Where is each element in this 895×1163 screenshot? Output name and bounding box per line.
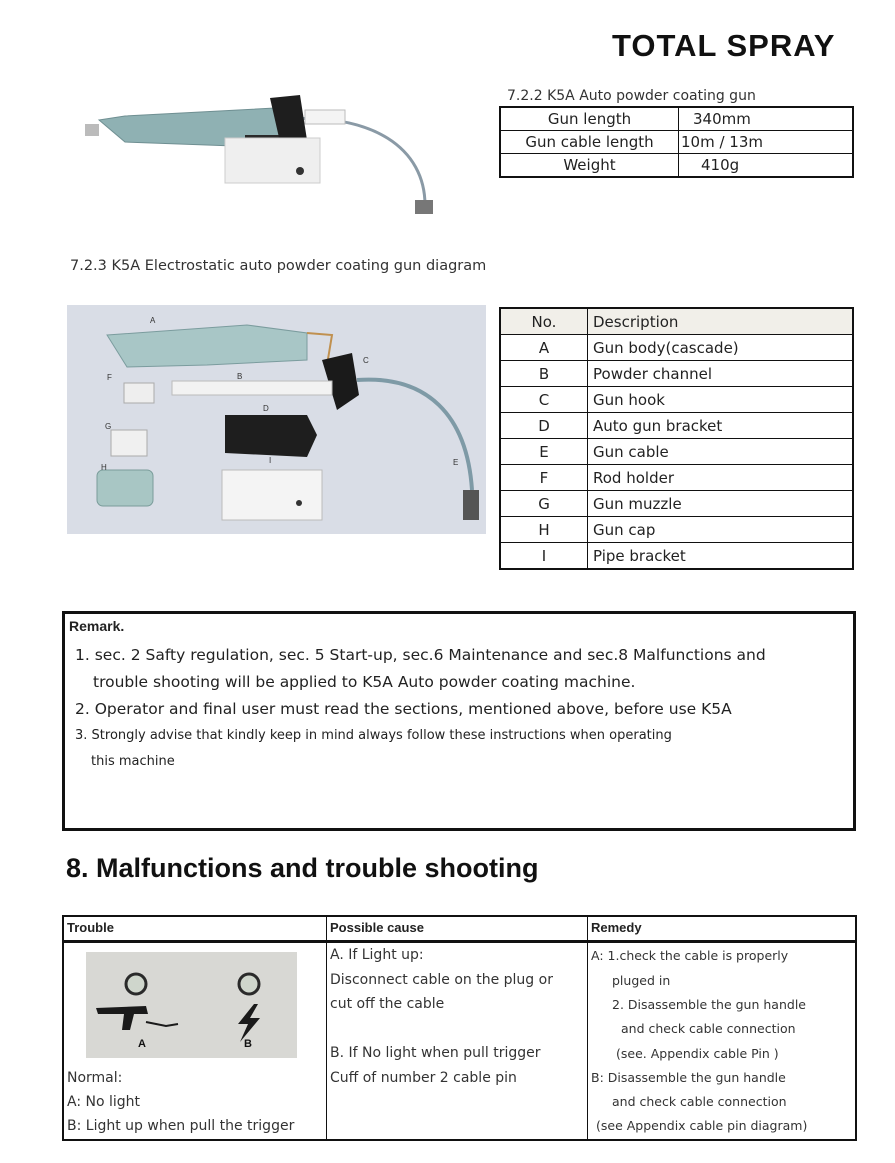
photo-label-a: A	[150, 316, 156, 325]
table-row: E Gun cable	[500, 439, 853, 465]
remark-line: 2. Operator and final user must read the sections, mentioned above, before use K5A	[75, 700, 732, 718]
k5a-gun-photo	[75, 80, 475, 220]
table-row: Gun cable length 10m / 13m	[500, 131, 853, 154]
table-row: F Rod holder	[500, 465, 853, 491]
image-label-b: B	[244, 1038, 252, 1050]
parts-table	[499, 307, 854, 570]
table-row: C Gun hook	[500, 387, 853, 413]
cause-line: A. If Light up:	[330, 947, 424, 963]
cause-line: Cuff of number 2 cable pin	[330, 1070, 517, 1086]
remedy-line: 2. Disassemble the gun handle	[612, 997, 806, 1012]
trouble-line: A: No light	[67, 1094, 141, 1110]
table-row: Weight 410g	[500, 154, 853, 178]
parts-diagram-photo	[67, 305, 486, 534]
remark-line: 3. Strongly advise that kindly keep in mind always follow these instructions when operating	[75, 728, 672, 743]
header-trouble: Trouble	[67, 920, 114, 935]
trouble-line: B: Light up when pull the trigger	[67, 1118, 295, 1134]
table-row: D Auto gun bracket	[500, 413, 853, 439]
photo-label-i: I	[269, 456, 272, 465]
remark-line: trouble shooting will be applied to K5A Auto powder coating machine.	[93, 673, 636, 691]
photo-label-c: C	[363, 356, 369, 365]
trouble-line: Normal:	[67, 1070, 123, 1086]
remedy-line: B: Disassemble the gun handle	[591, 1070, 786, 1085]
remark-line: this machine	[91, 754, 175, 769]
column-divider	[587, 917, 588, 1139]
table-row: Gun length 340mm	[500, 107, 853, 131]
cause-line: cut off the cable	[330, 996, 445, 1012]
spec-caption: 7.2.2 K5A Auto powder coating gun	[507, 88, 756, 104]
cause-line: Disconnect cable on the plug or	[330, 972, 553, 988]
photo-label-d: D	[263, 404, 269, 413]
table-row: G Gun muzzle	[500, 491, 853, 517]
table-row: I Pipe bracket	[500, 543, 853, 570]
spec-table	[499, 106, 854, 178]
table-row: A Gun body(cascade)	[500, 335, 853, 361]
remedy-line: and check cable connection	[621, 1021, 796, 1036]
remedy-line: and check cable connection	[612, 1094, 787, 1109]
remedy-line: pluged in	[612, 973, 671, 988]
table-row: B Powder channel	[500, 361, 853, 387]
header-cause: Possible cause	[330, 920, 424, 935]
remedy-line: (see. Appendix cable Pin )	[616, 1046, 779, 1061]
photo-label-b: B	[237, 372, 243, 381]
column-divider	[326, 917, 327, 1139]
image-label-a: A	[138, 1038, 146, 1050]
remark-title: Remark.	[69, 618, 125, 634]
remark-line: 1. sec. 2 Safty regulation, sec. 5 Start-up, sec.6 Maintenance and sec.8 Malfunctions and	[75, 646, 766, 664]
table-header-row: No. Description	[500, 308, 853, 335]
photo-label-h: H	[101, 463, 107, 472]
header-divider	[64, 940, 855, 943]
header-remedy: Remedy	[591, 920, 642, 935]
remedy-line: (see Appendix cable pin diagram)	[596, 1118, 808, 1133]
remedy-line: A: 1.check the cable is properly	[591, 948, 789, 963]
section-heading: 8. Malfunctions and trouble shooting	[66, 853, 539, 883]
diagram-caption: 7.2.3 K5A Electrostatic auto powder coating gun diagram	[70, 258, 487, 274]
photo-label-f: F	[107, 373, 112, 382]
remark-box	[62, 611, 856, 831]
photo-label-e: E	[453, 458, 459, 467]
table-row: H Gun cap	[500, 517, 853, 543]
brand-title: TOTAL SPRAY	[612, 28, 836, 63]
trouble-table	[62, 915, 857, 1141]
indicator-light-image	[86, 952, 297, 1058]
cause-line: B. If No light when pull trigger	[330, 1045, 541, 1061]
photo-label-g: G	[105, 422, 112, 431]
